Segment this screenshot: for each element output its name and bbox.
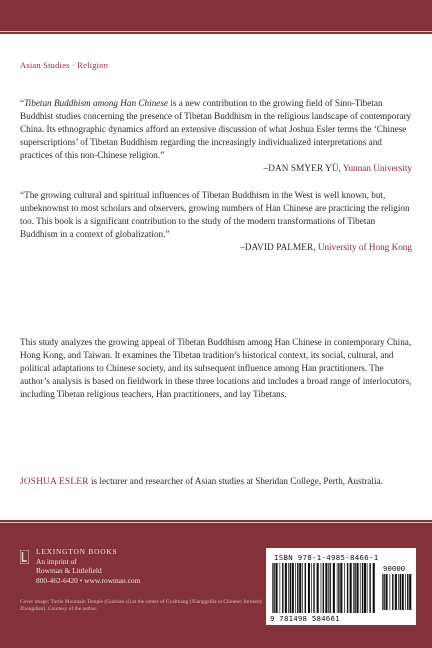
barcode-bar [398,574,399,610]
ean-digits: 9 781498 584661 [270,614,340,623]
barcode-bar [386,574,388,610]
barcode-bar [325,563,327,613]
barcode-bar [302,563,303,613]
publisher-name: LEXINGTON BOOKS [36,547,118,556]
barcode-bar [350,563,352,613]
barcode-bar [290,563,291,613]
author-bio [20,475,414,488]
barcode-bar [367,563,368,613]
endorser-institution: University of Hong Kong [317,242,412,253]
top-color-band [0,0,432,34]
author-bio-text: is lecturer and researcher of Asian studies at Sheridan College, Perth, Australia. [88,476,383,486]
endorser-institution: Yunnan University [342,163,412,174]
barcode-bar [407,574,408,610]
bottom-color-band [0,520,432,648]
parent-publisher: Rowman & Littlefield [36,566,102,576]
barcode-bar [337,563,338,613]
publisher-logo-icon [20,550,29,564]
barcode-panel [266,548,416,625]
imprint-line: An imprint of [36,556,77,566]
barcode-bar [364,563,366,613]
barcode-bar [382,574,383,610]
barcode-bar [340,563,342,613]
barcode-bar [313,563,314,613]
endorsement-quote-2 [20,189,412,254]
cover-image-caption: Cover image: Turtle Mountain Temple (Guishan si) at the center of Gyalthang (Xianggelila in Chinese; formerly Zhongdian). Courtesy of the author. [20,599,263,613]
quote-attribution: –DAVID PALMER, University of Hong Kong [240,242,412,253]
barcode-bar [273,563,274,613]
price-code: 90000 [383,564,406,573]
category-label: Asian Studies · Religion [20,60,109,70]
barcode-bar [373,563,375,613]
barcode-bar [308,563,310,613]
author-name: JOSHUA ESLER [20,476,89,486]
barcode-bar [276,563,278,613]
barcode-bar [323,563,324,613]
barcode-bar [400,574,401,610]
barcode-bar [272,563,273,613]
barcode-bar [330,563,331,613]
publisher-contact: 800-462-6420 • www.rowman.com [36,575,141,585]
quote-text: “Tibetan Buddhism among Han Chinese is a new contribution to the growing field of Sino-Tibetan Buddhist studies concerning the presence of Tibetan Buddhism in the religious landscape of contemporary China. Its ethnographic dynamics afford an extensive discussion of what Joshua Esler terms the ‘Chinese superscriptions’ of Tibetan Buddhism regarding the increasingly individualized interpretations and practices of this non-Chinese religion.” [20,98,412,161]
book-description: This study analyzes the growing appeal of Tibetan Buddhism among Han Chinese in contemporary China, Hong Kong, and Taiwan. It examines the Tibetan tradition’s historical context, its social, cultural, and political adaptations to Chinese society, and its subsequent influence among Han practitioners. The author’s analysis is based on fieldwork in these three locations and includes a broad range of interlocutors, including Tibetan religious teachers, Han practitioners, and lay Tibetans. [20,337,412,400]
barcode-bar [333,563,335,613]
barcode-bar [357,563,359,613]
isbn-label: ISBN 978-1-4985-8466-1 [274,553,379,562]
barcode-bar [344,563,345,613]
barcode-bar [328,563,329,613]
barcode-bar [282,563,283,613]
barcode-bar [383,574,384,610]
barcode-bar [280,563,281,613]
endorser-name: –DAN SMYER YÜ [263,163,339,174]
barcode-bar [321,563,322,613]
barcode-bar [338,563,339,613]
barcode-bar [311,563,312,613]
barcode-bar [305,563,306,613]
barcode-bar [362,563,363,613]
barcode-bar [285,563,287,613]
barcode-bar [292,563,294,613]
quote-text: “The growing cultural and spiritual influences of Tibetan Buddhism in the West is well known, but, unbeknownst to most scholars and observers, growing numbers of Han Chinese are practicing the religion too. This book is a significant contribution to the study of the modern transformations of Tibetan Buddhism in a context of globalization.” [20,190,410,240]
barcode-bar [395,574,397,610]
barcode-bar [409,574,411,610]
barcode-bar [295,563,296,613]
barcode-bar [405,574,406,610]
barcode-bar [360,563,361,613]
barcode-bar [369,563,370,613]
barcode-bar [392,574,393,610]
barcode-bar [402,574,404,610]
barcode-bar [299,563,301,613]
barcode-bar [390,574,391,610]
endorsement-quote-1 [20,97,412,176]
barcode-bar [288,563,289,613]
book-title: Tibetan Buddhism among Han Chinese [24,98,169,108]
quote-attribution: –DAN SMYER YÜ, Yunnan University [263,163,412,174]
barcode-bar [347,563,348,613]
barcode-bar [353,563,354,613]
barcode-bar [317,563,319,613]
endorser-name: –DAVID PALMER [240,242,314,253]
barcode-bar [297,563,298,613]
barcode-bar [354,563,355,613]
publisher-block [36,547,140,585]
